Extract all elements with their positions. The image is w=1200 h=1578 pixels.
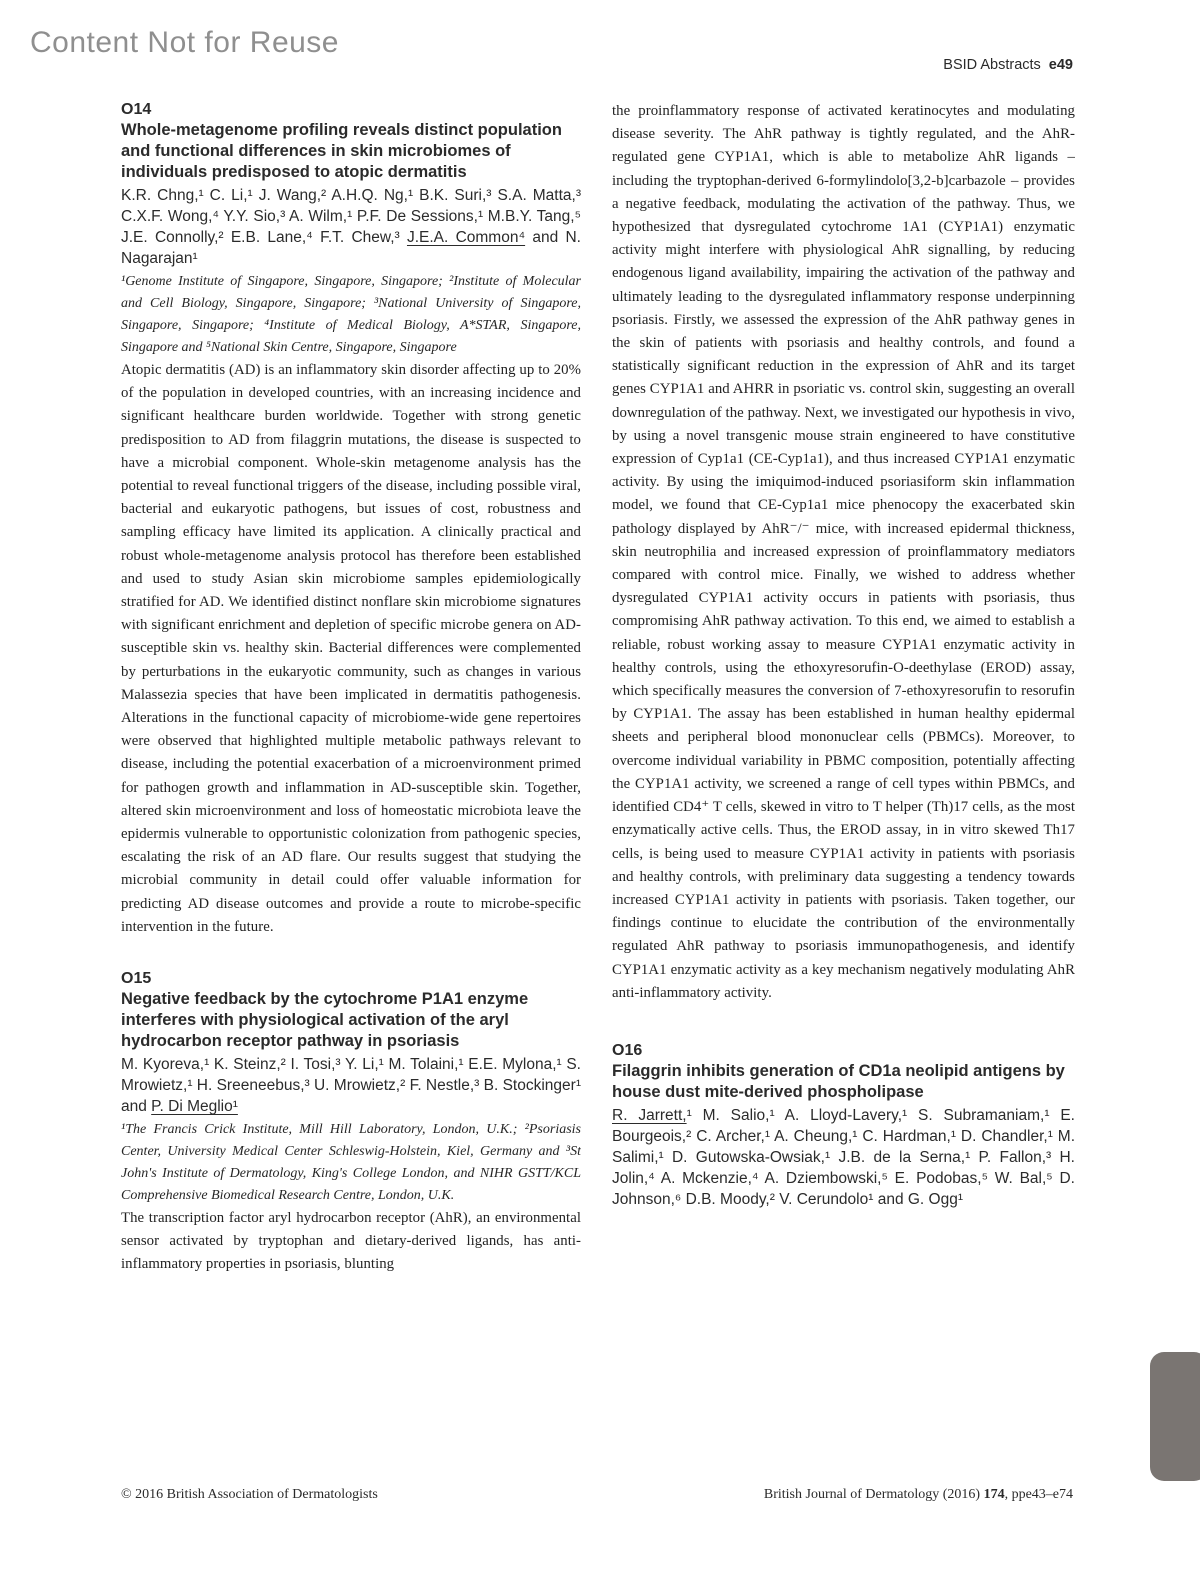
abstract-o15-body-continuation: the proinflammatory response of activated keratinocytes and modulating disease severity. The AhR pathway is tightly regulated, and the AhR-regulated gene CYP1A1, which is able to metabolize AhR ligands – including the tryptophan-derived 6-formylindolo[3,2-b]carbazole – provides a negative feedback, modulating the activation of the pathway. Thus, we hypothesized that dysregulated cytochrome 1A1 (CYP1A1) enzymatic activity might interfere with physiological AhR signalling, by reducing endogenous ligand availability, impairing the activation of the pathway and ultimately leading to the dysregulated inflammatory response underpinning psoriasis. Firstly, we assessed the expression of the AhR pathway genes in the skin of patients with psoriasis and healthy controls, and found a statistically significant reduction in the expression of AhR and its target genes CYP1A1 and AHRR in psoriatic vs. control skin, suggesting an overall downregulation of the pathway. Next, we investigated our hypothesis in vivo, by using a novel transgenic mouse strain engineered to have constitutive expression of Cyp1a1 (CE-Cyp1a1), and thus increased CYP1A1 enzymatic activity. By using the imiquimod-induced psoriasiform skin inflammation model, we found that CE-Cyp1a1 mice phenocopy the exacerbated skin pathology displayed by AhR⁻/⁻ mice, with increased epidermal thickness, skin neutrophilia and increased expression of proinflammatory mediators compared with control mice. Finally, we wished to address whether dysregulated CYP1A1 activity occurs in patients with psoriasis, thus compromising AhR pathway activation. To this end, we aimed to establish a reliable, robust working assay to measure CYP1A1 enzymatic activity in healthy controls, using the ethoxyresorufin-O-deethylase (EROD) assay, which specifically measures the conversion of 7-ethoxyresorufin to resorufin by CYP1A1. The assay has been established in human healthy epidermal sheets and peripheral blood mononuclear cells (PBMCs). Moreover, to overcome individual variability in PBMC composition, potentially affecting the CYP1A1 activity, we screened a range of cell types within PBMCs, and identified CD4⁺ T cells, skewed in vitro to T helper (Th)17 cells, as the most enzymatically active cells. Thus, the EROD assay, in in vitro skewed Th17 cells, is being used to measure CYP1A1 activity in patients with psoriasis and healthy controls, with preliminary data suggesting a tendency towards increased CYP1A1 activity in patients with psoriasis. Taken together, our findings continue to elucidate the contribution of the environmentally regulated AhR pathway to psoriasis immunopathogenesis, and identify CYP1A1 enzymatic activity as a key mechanism negatively modulating AhR anti-inflammatory activity.	[612, 103, 1075, 1001]
abstract-o14-authors	[121, 185, 581, 269]
abstract-o16	[612, 1041, 1075, 1210]
running-head-section: BSID Abstracts	[943, 57, 1041, 73]
author-list-end: ¹ M. Salio,¹ A. Lloyd-Lavery,¹ S. Subramaniam,¹ E. Bourgeois,² C. Archer,¹ A. Cheung,¹ C. Hardman,¹ D. Chandler,¹ M. Salimi,¹ D. Gutowska-Owsiak,¹ J.B. de la Serna,¹ P. Fallon,³ H. Jolin,⁴ A. Mckenzie,⁴ A. Dziembowski,⁵ E. Podobas,⁵ W. Bal,⁵ D. Johnson,⁶ D.B. Moody,² V. Cerundolo¹ and G. Ogg¹	[612, 1106, 1075, 1208]
side-scroll-tab[interactable]	[1150, 1352, 1200, 1481]
journal-citation	[764, 1487, 1073, 1503]
abstract-o15-authors	[121, 1054, 581, 1117]
watermark: Content Not for Reuse	[30, 26, 339, 59]
citation-pages: , ppe43–e74	[1004, 1487, 1073, 1502]
running-head	[943, 57, 1073, 73]
copyright-notice: © 2016 British Association of Dermatologists	[121, 1487, 378, 1502]
page-footer	[121, 1487, 1073, 1503]
abstract-o14-affiliations: ¹Genome Institute of Singapore, Singapore, Singapore; ²Institute of Molecular and Cell Biology, Singapore, Singapore; ³National University of Singapore, Singapore, Singapore; ⁴Institute of Medical Biology, A*STAR, Singapore, Singapore and ⁵National Skin Centre, Singapore, Singapore	[121, 274, 581, 355]
abstract-o16-id: O16	[612, 1041, 643, 1059]
right-column	[612, 100, 1075, 1478]
abstract-o15-id: O15	[121, 970, 152, 988]
abstract-o15-body-start: The transcription factor aryl hydrocarbon receptor (AhR), an environmental sensor activated by tryptophan and dietary-derived ligands, has anti-inflammatory properties in psoriasis, blunting	[121, 1210, 581, 1273]
abstract-o15-title: Negative feedback by the cytochrome P1A1 enzyme interferes with physiological activation of the aryl hydrocarbon receptor pathway in psoriasis	[121, 990, 529, 1051]
presenting-author: P. Di Meglio¹	[151, 1098, 238, 1116]
author-list: K.R. Chng,¹ C. Li,¹ J. Wang,² A.H.Q. Ng,¹ B.K. Suri,³ S.A. Matta,³ C.X.F. Wong,⁴ Y.Y. Sio,³ A. Wilm,¹ P.F. De Sessions,¹ M.B.Y. Tang,⁵ J.E. Connolly,² E.B. Lane,⁴ F.T. Chew,³	[121, 187, 581, 246]
citation-volume: 174	[983, 1487, 1005, 1502]
abstract-o16-title: Filaggrin inhibits generation of CD1a neolipid antigens by house dust mite-derived phospholipase	[612, 1061, 1065, 1101]
left-column	[121, 100, 581, 1478]
running-head-page-number: e49	[1048, 57, 1073, 73]
presenting-author: J.E.A. Common⁴	[406, 229, 526, 246]
citation-text: British Journal of Dermatology (2016)	[763, 1487, 984, 1502]
abstract-o15	[121, 969, 581, 1277]
abstract-o14-body: Atopic dermatitis (AD) is an inflammatory skin disorder affecting up to 20% of the population in developed countries, with an increasing incidence and significant healthcare burden worldwide. Together with strong genetic predisposition to AD from filaggrin mutations, the disease is suspected to have a microbial component. Whole-skin metagenome analysis has the potential to reveal functional triggers of the disease, including possible viral, bacterial and eukaryotic pathogens, but issues of cost, robustness and sampling efficacy have limited its application. A clinically practical and robust whole-metagenome analysis protocol has therefore been established and used to study Asian skin microbiome samples epidemiologically stratified for AD. We identified distinct nonflare skin microbiome signatures with significant enrichment and depletion of specific microbe genera on AD-susceptible skin vs. healthy skin. Bacterial differences were complemented by perturbations in the eukaryotic community, such as changes in various Malassezia species that have been implicated in dermatitis pathogenesis. Alterations in the functional capacity of microbiome-wide gene repertoires were observed that highlighted multiple metabolic pathways relevant to disease, including the potential exacerbation of a microenvironment primed for pathogen growth and inflammation in AD-susceptible skin. Together, altered skin microenvironment and loss of homeostatic microbiota leave the epidermis vulnerable to opportunistic colonization from pathogenic species, escalating the risk of an AD flare. Our results suggest that studying the microbial community in detail could offer valuable information for predicting AD disease outcomes and provide a route to microbe-specific intervention in the future.	[121, 362, 581, 935]
author-list-end: and N. Nagarajan¹	[121, 229, 581, 267]
abstract-o14	[121, 100, 581, 939]
abstract-o16-authors	[612, 1105, 1075, 1210]
abstract-o14-id: O14	[121, 101, 152, 118]
author-list: M. Kyoreva,¹ K. Steinz,² I. Tosi,³ Y. Li,¹ M. Tolaini,¹ E.E. Mylona,¹ S. Mrowietz,¹ H. Sreeneebus,³ U. Mrowietz,² F. Nestle,³ B. Stockinger¹ and	[121, 1056, 581, 1116]
presenting-author: R. Jarrett,	[612, 1106, 687, 1124]
abstract-o14-title: Whole-metagenome profiling reveals distinct population and functional differences in skin microbiomes of individuals predisposed to atopic dermatitis	[121, 121, 562, 181]
abstract-o15-affiliations: ¹The Francis Crick Institute, Mill Hill Laboratory, London, U.K.; ²Psoriasis Center, University Medical Center Schleswig-Holstein, Kiel, Germany and ³St John's Institute of Dermatology, King's College London, and NIHR GSTT/KCL Comprehensive Biomedical Research Centre, London, U.K.	[121, 1122, 581, 1204]
